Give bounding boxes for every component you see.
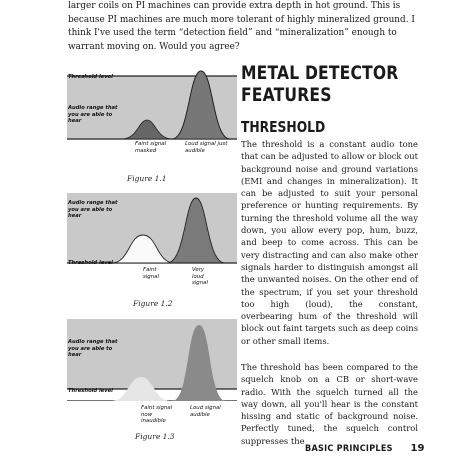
- audio-range-label: Audio range that you are able to hear: [68, 105, 118, 124]
- subsection-heading: THRESHOLD: [241, 118, 326, 136]
- page-footer: [305, 440, 435, 457]
- figure-1-1: [67, 66, 237, 186]
- figure-caption: Figure 1.2: [133, 299, 173, 308]
- audio-range-label: Audio range that you are able to hear: [68, 200, 118, 219]
- footer-section-title: BASIC PRINCIPLES: [305, 443, 393, 454]
- section-heading: METAL DETECTOR FEATURES: [241, 62, 399, 106]
- figure-caption: Figure 1.1: [127, 174, 167, 183]
- page-number: 19: [410, 443, 425, 454]
- figure-1-3: [67, 319, 237, 444]
- body-paragraph: The threshold has been compared to the squelch knob on a CB or short-wave radio. With the squelch turned all the way down, all you'll hear is the constant hissing and static of background noise. Perfectly tuned, the squelch control suppresses the: [241, 362, 418, 446]
- threshold-level-label: Threshold level: [68, 388, 113, 394]
- threshold-level-label: Threshold level: [68, 74, 113, 80]
- figure-1-2: [67, 193, 237, 313]
- intro-paragraph: larger coils on PI machines can provide extra depth in hot ground. This is because PI machines are much more tolerant of highly mineralized ground. I think I've used the term “detection field” and “mineralization” enough to warrant moving on. Would you agree?: [68, 1, 415, 52]
- audio-range-label: Audio range that you are able to hear: [68, 339, 118, 358]
- faint-signal-label: Faint signal: [143, 267, 159, 280]
- loud-signal-label: Very loud signal: [192, 267, 208, 287]
- body-paragraph: The threshold is a constant audio tone that can be adjusted to allow or block out background noise and ground variations (EMI and changes in mineralization). It can be adjusted to suit your personal preference or hunting requirements. By turning the threshold volume all the way down, you allow every pop, hum, buzz, and beep to come across. This can be very distracting and can also make other signals harder to distinguish amongst all the unwanted noises. On the other end of the spectrum, if you set your threshold too high (loud), the constant, overbearing hum of the threshold will block out faint targets such as deep coins or other small items.: [241, 139, 418, 346]
- loud-signal-label: Loud signal just audible: [185, 141, 228, 154]
- faint-signal-label: Faint signal now inaudible: [141, 405, 173, 425]
- threshold-level-label: Threshold level: [68, 260, 113, 266]
- loud-signal-label: Loud signal audible: [190, 405, 221, 418]
- faint-signal-label: Faint signal masked: [135, 141, 167, 154]
- figure-caption: Figure 1.3: [135, 432, 175, 441]
